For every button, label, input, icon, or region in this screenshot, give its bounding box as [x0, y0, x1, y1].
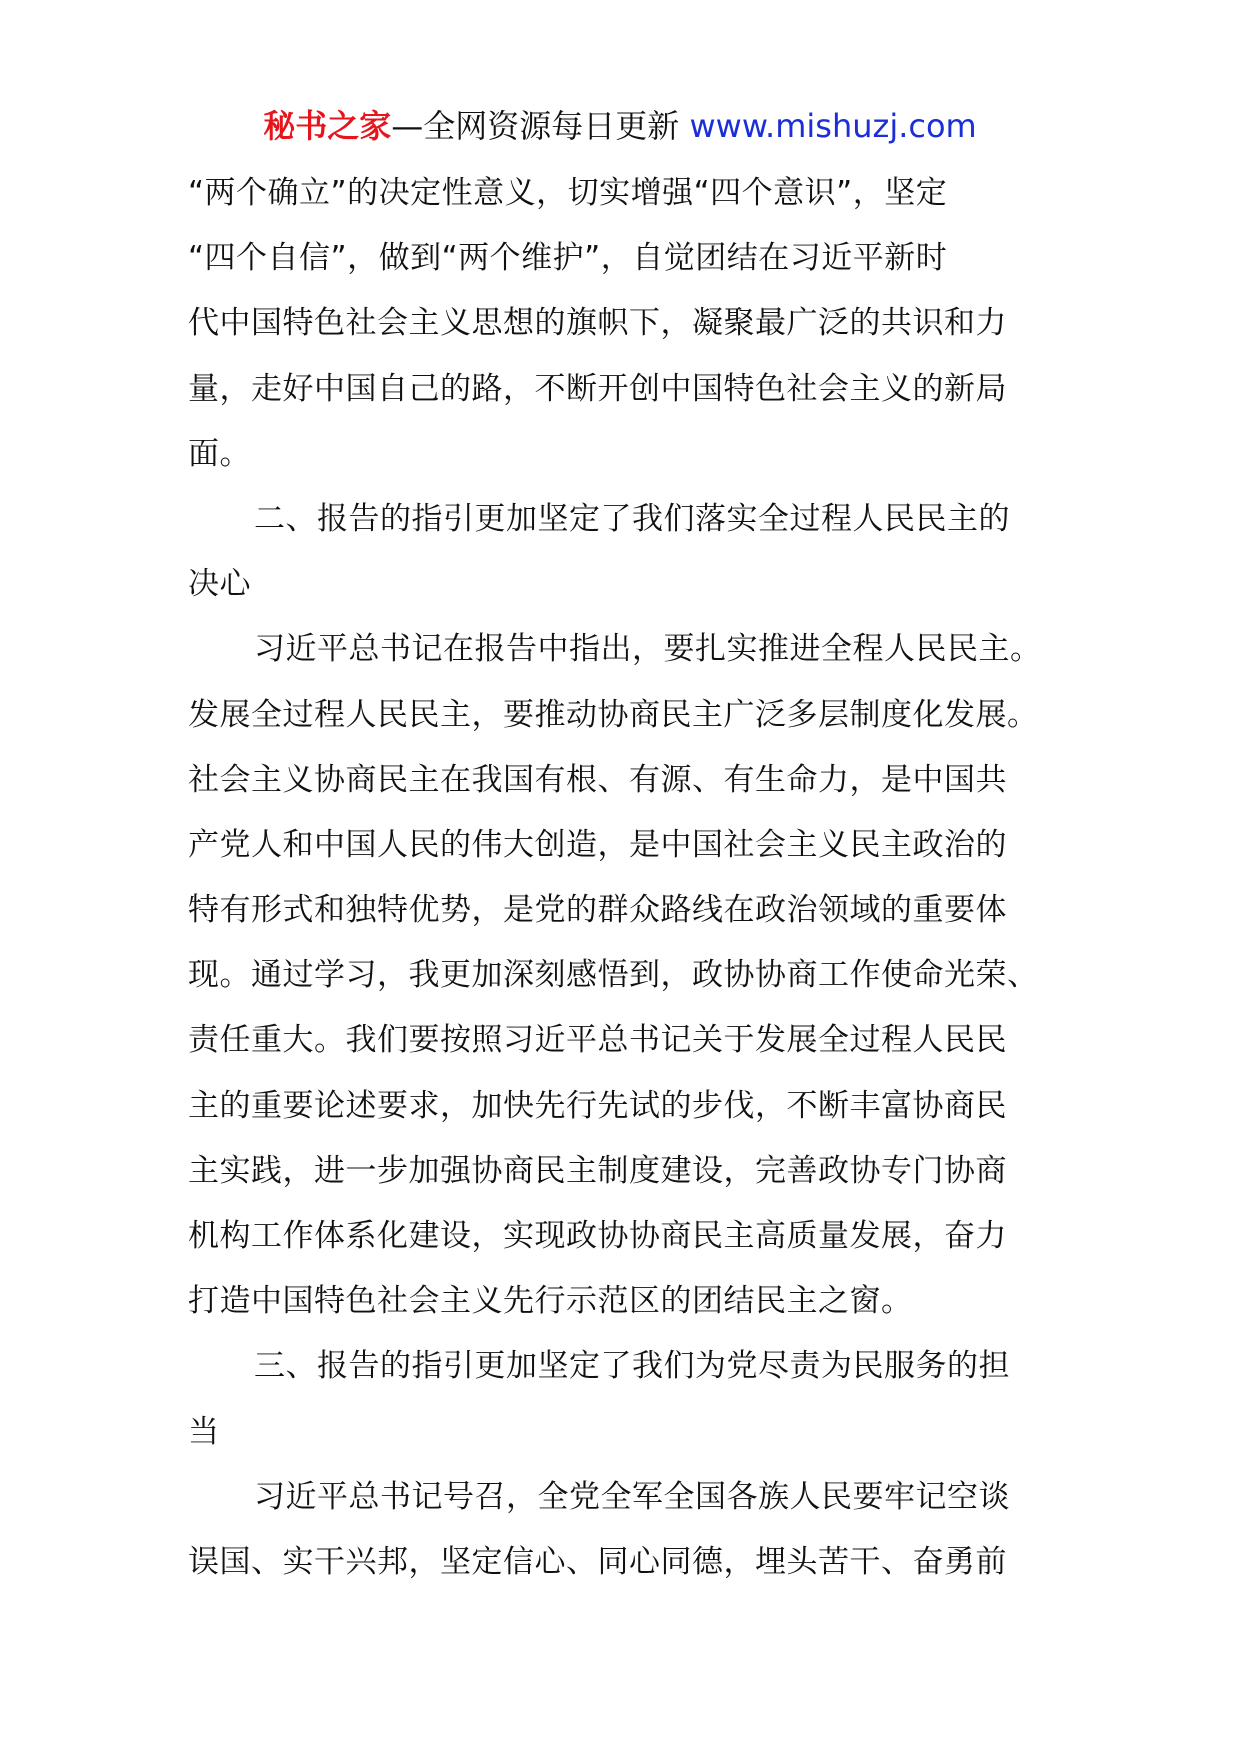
text-line: 社会主义协商民主在我国有根、有源、有生命力，是中国共: [188, 761, 1007, 798]
text-line: 误国、实干兴邦，坚定信心、同心同德，埋头苦干、奋勇前: [188, 1543, 1007, 1580]
text-line: 决心: [188, 566, 251, 603]
brand-name: 秘书之家: [263, 107, 392, 145]
text-line: 量，走好中国自己的路，不断开创中国特色社会主义的新局: [188, 370, 1007, 407]
document-body: [188, 161, 1068, 1595]
text-line: 发展全过程人民民主，要推动协商民主广泛多层制度化发展。: [188, 696, 1039, 733]
text-line: 机构工作体系化建设，实现政协协商民主高质量发展，奋力: [188, 1218, 1007, 1254]
text-line: 打造中国特色社会主义先行示范区的团结民主之窗。: [188, 1283, 913, 1320]
text-line: “两个确立”的决定性意义，切实增强“四个意识”，坚定: [188, 175, 948, 211]
text-line: 三、报告的指引更加坚定了我们为党尽责为民服务的担: [254, 1348, 1010, 1385]
text-line: 责任重大。我们要按照习近平总书记关于发展全过程人民民: [188, 1022, 1007, 1059]
text-line: 习近平总书记号召，全党全军全国各族人民要牢记空谈: [254, 1478, 1010, 1515]
text-line: 主的重要论述要求，加快先行先试的步伐，不断丰富协商民: [188, 1087, 1007, 1124]
text-line: 面。: [188, 435, 251, 472]
site-url-link[interactable]: www.mishuzj.com: [689, 107, 977, 145]
site-header: [0, 104, 1240, 148]
text-line: 现。通过学习，我更加深刻感悟到，政协协商工作使命光荣、: [188, 957, 1039, 994]
text-line: 习近平总书记在报告中指出，要扎实推进全程人民民主。: [254, 631, 1042, 668]
text-line: 当: [188, 1413, 220, 1450]
text-line: 产党人和中国人民的伟大创造，是中国社会主义民主政治的: [188, 826, 1007, 863]
header-tagline: —全网资源每日更新: [391, 107, 690, 145]
text-line: “四个自信”，做到“两个维护”，自觉团结在习近平新时: [188, 240, 948, 277]
text-line: 特有形式和独特优势，是党的群众路线在政治领域的重要体: [188, 892, 1007, 929]
text-line: 代中国特色社会主义思想的旗帜下，凝聚最广泛的共识和力: [188, 305, 1007, 342]
text-line: 主实践，进一步加强协商民主制度建设，完善政协专门协商: [188, 1152, 1007, 1189]
text-line: 二、报告的指引更加坚定了我们落实全过程人民民主的: [254, 500, 1010, 537]
